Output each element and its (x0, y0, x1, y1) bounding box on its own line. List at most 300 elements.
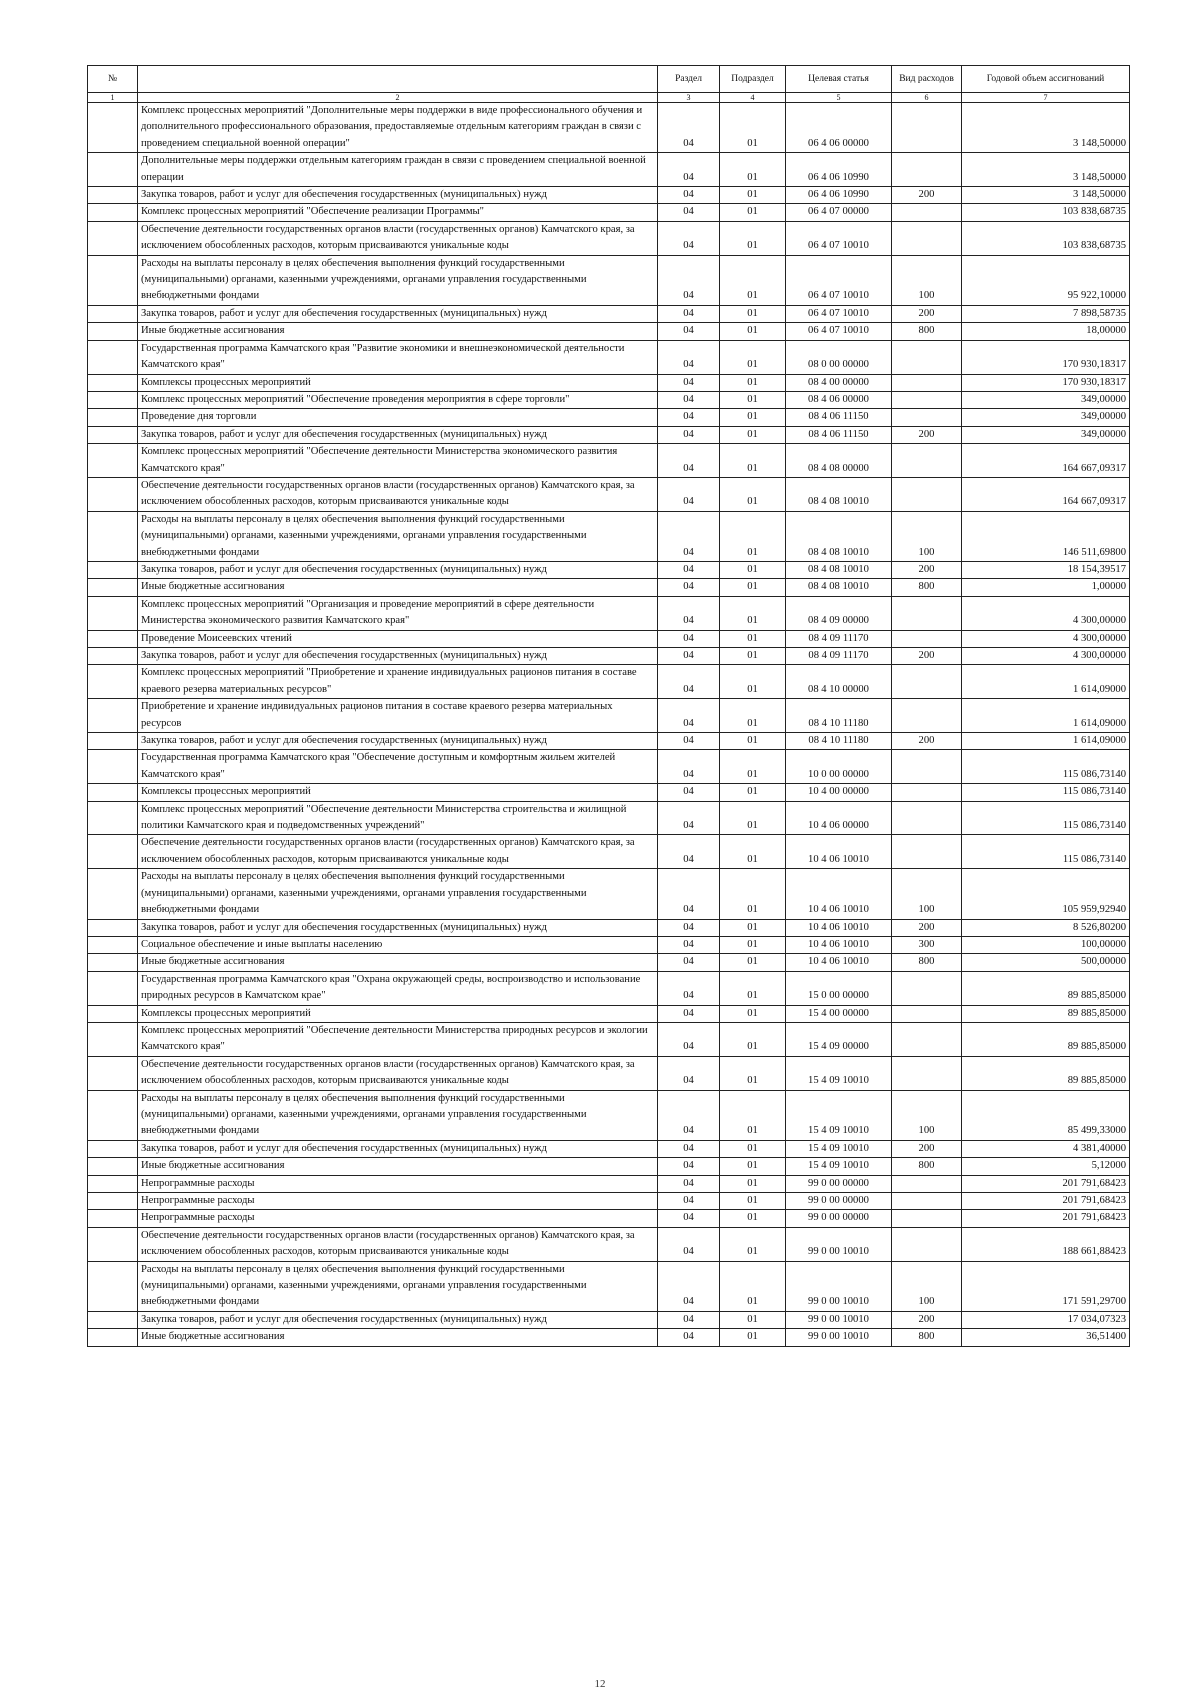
row-number-cell (88, 648, 138, 665)
row-podrazdel-cell: 01 (720, 426, 786, 443)
row-number-cell (88, 511, 138, 561)
row-podrazdel-cell: 01 (720, 733, 786, 750)
row-target-article-cell: 08 4 06 00000 (786, 391, 892, 408)
row-target-article-cell: 08 4 10 11180 (786, 733, 892, 750)
row-target-article-cell: 99 0 00 00000 (786, 1175, 892, 1192)
row-number-cell (88, 409, 138, 426)
row-expense-type-cell (892, 221, 962, 255)
row-target-article-cell: 10 4 06 10010 (786, 954, 892, 971)
row-amount-cell: 171 591,29700 (962, 1261, 1130, 1311)
row-podrazdel-cell: 01 (720, 579, 786, 596)
row-amount-cell: 115 086,73140 (962, 835, 1130, 869)
row-razdel-cell: 04 (658, 1311, 720, 1328)
row-name-cell: Обеспечение деятельности государственных органов власти (государственных органов) Камчатского края, за исключением обособленных расходов, которым присваиваются уникальные коды (138, 1056, 658, 1090)
row-podrazdel-cell: 01 (720, 784, 786, 801)
row-target-article-cell: 08 4 08 00000 (786, 444, 892, 478)
row-amount-cell: 4 381,40000 (962, 1140, 1130, 1157)
table-row (88, 1175, 1130, 1192)
row-podrazdel-cell: 01 (720, 305, 786, 322)
row-expense-type-cell: 200 (892, 648, 962, 665)
row-name-cell: Государственная программа Камчатского края "Развитие экономики и внешнеэкономической деятельности Камчатского края" (138, 340, 658, 374)
row-expense-type-cell: 200 (892, 305, 962, 322)
table-row (88, 1311, 1130, 1328)
column-number: 3 (658, 93, 720, 103)
row-target-article-cell: 15 0 00 00000 (786, 971, 892, 1005)
row-target-article-cell: 10 4 06 10010 (786, 936, 892, 953)
row-expense-type-cell (892, 1022, 962, 1056)
row-name-cell: Иные бюджетные ассигнования (138, 1329, 658, 1346)
row-number-cell (88, 323, 138, 340)
row-target-article-cell: 10 4 06 10010 (786, 835, 892, 869)
row-expense-type-cell: 800 (892, 1329, 962, 1346)
row-amount-cell: 349,00000 (962, 426, 1130, 443)
row-razdel-cell: 04 (658, 1261, 720, 1311)
row-target-article-cell: 08 4 08 10010 (786, 561, 892, 578)
column-number: 7 (962, 93, 1130, 103)
row-podrazdel-cell: 01 (720, 750, 786, 784)
row-expense-type-cell (892, 1175, 962, 1192)
row-expense-type-cell: 800 (892, 1158, 962, 1175)
row-expense-type-cell (892, 340, 962, 374)
row-razdel-cell: 04 (658, 374, 720, 391)
row-name-cell: Расходы на выплаты персоналу в целях обеспечения выполнения функций государственными (муниципальными) органами, казенными учреждениями, органами управления государственными внебюджетными фондами (138, 255, 658, 305)
row-name-cell: Приобретение и хранение индивидуальных рационов питания в составе краевого резерва материальных ресурсов (138, 699, 658, 733)
row-name-cell: Расходы на выплаты персоналу в целях обеспечения выполнения функций государственными (муниципальными) органами, казенными учреждениями, органами управления государственными внебюджетными фондами (138, 1090, 658, 1140)
row-name-cell: Комплекс процессных мероприятий "Дополнительные меры поддержки в виде профессионального обучения и дополнительного профессионального образования, предоставляемые отдельным категориям граждан в связи с проведением специальной военной операции" (138, 103, 658, 153)
row-amount-cell: 170 930,18317 (962, 374, 1130, 391)
row-name-cell: Закупка товаров, работ и услуг для обеспечения государственных (муниципальных) нужд (138, 187, 658, 204)
row-razdel-cell: 04 (658, 153, 720, 187)
row-name-cell: Государственная программа Камчатского края "Обеспечение доступным и комфортным жильем жителей Камчатского края" (138, 750, 658, 784)
row-expense-type-cell (892, 801, 962, 835)
row-name-cell: Закупка товаров, работ и услуг для обеспечения государственных (муниципальных) нужд (138, 919, 658, 936)
header-podrazdel: Подраздел (720, 66, 786, 93)
table-row (88, 323, 1130, 340)
row-amount-cell: 201 791,68423 (962, 1210, 1130, 1227)
row-podrazdel-cell: 01 (720, 699, 786, 733)
row-podrazdel-cell: 01 (720, 221, 786, 255)
row-name-cell: Социальное обеспечение и иные выплаты населению (138, 936, 658, 953)
row-expense-type-cell (892, 971, 962, 1005)
row-number-cell (88, 1158, 138, 1175)
row-razdel-cell: 04 (658, 187, 720, 204)
table-row (88, 444, 1130, 478)
table-row (88, 1329, 1130, 1346)
row-razdel-cell: 04 (658, 340, 720, 374)
row-target-article-cell: 99 0 00 10010 (786, 1329, 892, 1346)
row-name-cell: Обеспечение деятельности государственных органов власти (государственных органов) Камчатского края, за исключением обособленных расходов, которым присваиваются уникальные коды (138, 477, 658, 511)
row-amount-cell: 17 034,07323 (962, 1311, 1130, 1328)
row-amount-cell: 105 959,92940 (962, 869, 1130, 919)
row-podrazdel-cell: 01 (720, 511, 786, 561)
row-razdel-cell: 04 (658, 1022, 720, 1056)
table-row (88, 954, 1130, 971)
table-row (88, 204, 1130, 221)
row-target-article-cell: 08 0 00 00000 (786, 340, 892, 374)
row-expense-type-cell (892, 374, 962, 391)
row-amount-cell: 8 526,80200 (962, 919, 1130, 936)
row-amount-cell: 115 086,73140 (962, 801, 1130, 835)
row-podrazdel-cell: 01 (720, 648, 786, 665)
row-podrazdel-cell: 01 (720, 1090, 786, 1140)
row-number-cell (88, 1329, 138, 1346)
row-podrazdel-cell: 01 (720, 919, 786, 936)
row-target-article-cell: 99 0 00 10010 (786, 1311, 892, 1328)
row-razdel-cell: 04 (658, 919, 720, 936)
row-amount-cell: 3 148,50000 (962, 153, 1130, 187)
row-razdel-cell: 04 (658, 477, 720, 511)
row-razdel-cell: 04 (658, 835, 720, 869)
row-expense-type-cell: 200 (892, 426, 962, 443)
table-row (88, 374, 1130, 391)
row-amount-cell: 201 791,68423 (962, 1193, 1130, 1210)
row-target-article-cell: 08 4 08 10010 (786, 477, 892, 511)
row-amount-cell: 1,00000 (962, 579, 1130, 596)
row-amount-cell: 89 885,85000 (962, 1022, 1130, 1056)
row-podrazdel-cell: 01 (720, 1005, 786, 1022)
row-expense-type-cell: 100 (892, 1261, 962, 1311)
row-target-article-cell: 08 4 06 11150 (786, 409, 892, 426)
row-target-article-cell: 08 4 10 00000 (786, 665, 892, 699)
row-amount-cell: 1 614,09000 (962, 665, 1130, 699)
header-target-article: Целевая статья (786, 66, 892, 93)
row-podrazdel-cell: 01 (720, 954, 786, 971)
row-name-cell: Комплексы процессных мероприятий (138, 374, 658, 391)
row-razdel-cell: 04 (658, 801, 720, 835)
row-target-article-cell: 15 4 09 00000 (786, 1022, 892, 1056)
row-name-cell: Закупка товаров, работ и услуг для обеспечения государственных (муниципальных) нужд (138, 426, 658, 443)
row-name-cell: Комплексы процессных мероприятий (138, 784, 658, 801)
row-razdel-cell: 04 (658, 1329, 720, 1346)
row-razdel-cell: 04 (658, 511, 720, 561)
row-podrazdel-cell: 01 (720, 1311, 786, 1328)
row-expense-type-cell: 800 (892, 954, 962, 971)
row-expense-type-cell: 200 (892, 1311, 962, 1328)
row-target-article-cell: 08 4 06 11150 (786, 426, 892, 443)
table-row (88, 409, 1130, 426)
row-name-cell: Закупка товаров, работ и услуг для обеспечения государственных (муниципальных) нужд (138, 561, 658, 578)
row-podrazdel-cell: 01 (720, 630, 786, 647)
row-expense-type-cell: 800 (892, 579, 962, 596)
row-razdel-cell: 04 (658, 1090, 720, 1140)
row-amount-cell: 89 885,85000 (962, 1005, 1130, 1022)
table-row (88, 1261, 1130, 1311)
row-name-cell: Закупка товаров, работ и услуг для обеспечения государственных (муниципальных) нужд (138, 1140, 658, 1157)
header-razdel: Раздел (658, 66, 720, 93)
row-amount-cell: 3 148,50000 (962, 187, 1130, 204)
row-number-cell (88, 919, 138, 936)
row-number-cell (88, 444, 138, 478)
row-expense-type-cell (892, 1193, 962, 1210)
row-amount-cell: 4 300,00000 (962, 630, 1130, 647)
row-name-cell: Дополнительные меры поддержки отдельным категориям граждан в связи с проведением специальной военной операции (138, 153, 658, 187)
row-target-article-cell: 99 0 00 10010 (786, 1261, 892, 1311)
row-number-cell (88, 630, 138, 647)
row-expense-type-cell (892, 699, 962, 733)
row-amount-cell: 1 614,09000 (962, 733, 1130, 750)
row-target-article-cell: 10 4 00 00000 (786, 784, 892, 801)
row-razdel-cell: 04 (658, 1056, 720, 1090)
row-number-cell (88, 835, 138, 869)
table-row (88, 579, 1130, 596)
row-razdel-cell: 04 (658, 391, 720, 408)
row-razdel-cell: 04 (658, 444, 720, 478)
table-row (88, 750, 1130, 784)
row-name-cell: Непрограммные расходы (138, 1193, 658, 1210)
table-row (88, 596, 1130, 630)
table-row (88, 1210, 1130, 1227)
row-podrazdel-cell: 01 (720, 444, 786, 478)
row-expense-type-cell: 100 (892, 869, 962, 919)
row-number-cell (88, 596, 138, 630)
table-row (88, 153, 1130, 187)
row-expense-type-cell (892, 204, 962, 221)
table-row (88, 784, 1130, 801)
column-number: 6 (892, 93, 962, 103)
table-row (88, 665, 1130, 699)
row-number-cell (88, 1005, 138, 1022)
table-row (88, 1005, 1130, 1022)
row-target-article-cell: 08 4 09 00000 (786, 596, 892, 630)
row-name-cell: Закупка товаров, работ и услуг для обеспечения государственных (муниципальных) нужд (138, 648, 658, 665)
table-row (88, 477, 1130, 511)
row-podrazdel-cell: 01 (720, 1227, 786, 1261)
table-row (88, 1022, 1130, 1056)
row-podrazdel-cell: 01 (720, 255, 786, 305)
row-amount-cell: 349,00000 (962, 391, 1130, 408)
row-expense-type-cell (892, 835, 962, 869)
row-expense-type-cell (892, 1056, 962, 1090)
row-target-article-cell: 08 4 00 00000 (786, 374, 892, 391)
row-expense-type-cell: 100 (892, 255, 962, 305)
row-amount-cell: 89 885,85000 (962, 971, 1130, 1005)
row-name-cell: Расходы на выплаты персоналу в целях обеспечения выполнения функций государственными (муниципальными) органами, казенными учреждениями, органами управления государственными внебюджетными фондами (138, 1261, 658, 1311)
row-amount-cell: 89 885,85000 (962, 1056, 1130, 1090)
row-expense-type-cell (892, 665, 962, 699)
row-razdel-cell: 04 (658, 323, 720, 340)
row-podrazdel-cell: 01 (720, 391, 786, 408)
row-number-cell (88, 391, 138, 408)
row-amount-cell: 349,00000 (962, 409, 1130, 426)
row-expense-type-cell (892, 391, 962, 408)
row-podrazdel-cell: 01 (720, 1056, 786, 1090)
row-expense-type-cell (892, 1210, 962, 1227)
row-amount-cell: 3 148,50000 (962, 103, 1130, 153)
row-expense-type-cell: 100 (892, 511, 962, 561)
row-razdel-cell: 04 (658, 255, 720, 305)
row-amount-cell: 36,51400 (962, 1329, 1130, 1346)
row-razdel-cell: 04 (658, 784, 720, 801)
column-number-row (88, 93, 1130, 103)
row-name-cell: Иные бюджетные ассигнования (138, 323, 658, 340)
row-number-cell (88, 579, 138, 596)
row-expense-type-cell: 800 (892, 323, 962, 340)
row-name-cell: Комплекс процессных мероприятий "Обеспечение деятельности Министерства природных ресурсов и экологии Камчатского края" (138, 1022, 658, 1056)
row-expense-type-cell (892, 153, 962, 187)
row-target-article-cell: 99 0 00 00000 (786, 1193, 892, 1210)
column-number: 4 (720, 93, 786, 103)
row-razdel-cell: 04 (658, 1140, 720, 1157)
row-expense-type-cell: 100 (892, 1090, 962, 1140)
row-name-cell: Комплекс процессных мероприятий "Обеспечение деятельности Министерства строительства и жилищной политики Камчатского края и подведомственных учреждений" (138, 801, 658, 835)
row-expense-type-cell (892, 1005, 962, 1022)
row-razdel-cell: 04 (658, 1005, 720, 1022)
row-amount-cell: 103 838,68735 (962, 204, 1130, 221)
table-row (88, 1090, 1130, 1140)
table-row (88, 630, 1130, 647)
table-row (88, 561, 1130, 578)
row-name-cell: Расходы на выплаты персоналу в целях обеспечения выполнения функций государственными (муниципальными) органами, казенными учреждениями, органами управления государственными внебюджетными фондами (138, 869, 658, 919)
row-number-cell (88, 1090, 138, 1140)
row-amount-cell: 100,00000 (962, 936, 1130, 953)
row-target-article-cell: 15 4 09 10010 (786, 1158, 892, 1175)
row-target-article-cell: 06 4 07 00000 (786, 204, 892, 221)
table-row (88, 919, 1130, 936)
row-number-cell (88, 187, 138, 204)
row-number-cell (88, 801, 138, 835)
table-row (88, 648, 1130, 665)
row-podrazdel-cell: 01 (720, 1210, 786, 1227)
row-razdel-cell: 04 (658, 665, 720, 699)
row-name-cell: Закупка товаров, работ и услуг для обеспечения государственных (муниципальных) нужд (138, 305, 658, 322)
header-name (138, 66, 658, 93)
table-row (88, 699, 1130, 733)
table-row (88, 936, 1130, 953)
row-podrazdel-cell: 01 (720, 869, 786, 919)
row-target-article-cell: 99 0 00 10010 (786, 1227, 892, 1261)
row-razdel-cell: 04 (658, 1193, 720, 1210)
row-number-cell (88, 954, 138, 971)
budget-table (87, 65, 1130, 1347)
row-name-cell: Непрограммные расходы (138, 1175, 658, 1192)
table-row (88, 733, 1130, 750)
row-name-cell: Закупка товаров, работ и услуг для обеспечения государственных (муниципальных) нужд (138, 733, 658, 750)
row-expense-type-cell (892, 784, 962, 801)
table-row (88, 1227, 1130, 1261)
row-name-cell: Иные бюджетные ассигнования (138, 579, 658, 596)
row-razdel-cell: 04 (658, 426, 720, 443)
row-expense-type-cell: 200 (892, 187, 962, 204)
row-target-article-cell: 15 4 09 10010 (786, 1056, 892, 1090)
table-row (88, 103, 1130, 153)
table-row (88, 835, 1130, 869)
row-podrazdel-cell: 01 (720, 1193, 786, 1210)
row-number-cell (88, 477, 138, 511)
row-podrazdel-cell: 01 (720, 936, 786, 953)
row-number-cell (88, 784, 138, 801)
row-amount-cell: 4 300,00000 (962, 648, 1130, 665)
row-name-cell: Обеспечение деятельности государственных органов власти (государственных органов) Камчатского края, за исключением обособленных расходов, которым присваиваются уникальные коды (138, 835, 658, 869)
row-expense-type-cell: 200 (892, 733, 962, 750)
row-number-cell (88, 305, 138, 322)
row-podrazdel-cell: 01 (720, 1175, 786, 1192)
row-razdel-cell: 04 (658, 305, 720, 322)
row-expense-type-cell: 200 (892, 561, 962, 578)
row-number-cell (88, 1140, 138, 1157)
table-row (88, 511, 1130, 561)
row-razdel-cell: 04 (658, 1227, 720, 1261)
row-target-article-cell: 08 4 09 11170 (786, 630, 892, 647)
row-razdel-cell: 04 (658, 1210, 720, 1227)
row-razdel-cell: 04 (658, 750, 720, 784)
row-number-cell (88, 665, 138, 699)
row-name-cell: Непрограммные расходы (138, 1210, 658, 1227)
row-number-cell (88, 204, 138, 221)
row-target-article-cell: 10 4 06 00000 (786, 801, 892, 835)
row-razdel-cell: 04 (658, 733, 720, 750)
row-number-cell (88, 971, 138, 1005)
header-expense-type: Вид расходов (892, 66, 962, 93)
row-number-cell (88, 869, 138, 919)
row-podrazdel-cell: 01 (720, 409, 786, 426)
row-number-cell (88, 426, 138, 443)
row-number-cell (88, 221, 138, 255)
row-podrazdel-cell: 01 (720, 340, 786, 374)
row-name-cell: Комплекс процессных мероприятий "Обеспечение реализации Программы" (138, 204, 658, 221)
row-number-cell (88, 1227, 138, 1261)
row-podrazdel-cell: 01 (720, 971, 786, 1005)
row-name-cell: Проведение Моисеевских чтений (138, 630, 658, 647)
row-podrazdel-cell: 01 (720, 835, 786, 869)
row-number-cell (88, 153, 138, 187)
row-razdel-cell: 04 (658, 699, 720, 733)
table-row (88, 1193, 1130, 1210)
table-row (88, 255, 1130, 305)
table-row (88, 1158, 1130, 1175)
row-target-article-cell: 06 4 06 00000 (786, 103, 892, 153)
row-razdel-cell: 04 (658, 971, 720, 1005)
row-number-cell (88, 340, 138, 374)
table-row (88, 426, 1130, 443)
row-amount-cell: 500,00000 (962, 954, 1130, 971)
row-number-cell (88, 1193, 138, 1210)
table-row (88, 971, 1130, 1005)
row-name-cell: Проведение дня торговли (138, 409, 658, 426)
row-expense-type-cell (892, 630, 962, 647)
row-name-cell: Обеспечение деятельности государственных органов власти (государственных органов) Камчатского края, за исключением обособленных расходов, которым присваиваются уникальные коды (138, 1227, 658, 1261)
row-podrazdel-cell: 01 (720, 323, 786, 340)
row-number-cell (88, 561, 138, 578)
row-target-article-cell: 08 4 08 10010 (786, 579, 892, 596)
row-target-article-cell: 06 4 07 10010 (786, 305, 892, 322)
row-number-cell (88, 750, 138, 784)
row-target-article-cell: 06 4 07 10010 (786, 323, 892, 340)
row-podrazdel-cell: 01 (720, 596, 786, 630)
row-razdel-cell: 04 (658, 561, 720, 578)
row-target-article-cell: 06 4 06 10990 (786, 153, 892, 187)
row-target-article-cell: 10 4 06 10010 (786, 919, 892, 936)
row-podrazdel-cell: 01 (720, 665, 786, 699)
row-razdel-cell: 04 (658, 409, 720, 426)
row-razdel-cell: 04 (658, 221, 720, 255)
row-target-article-cell: 06 4 07 10010 (786, 221, 892, 255)
row-number-cell (88, 1210, 138, 1227)
table-row (88, 187, 1130, 204)
row-number-cell (88, 1261, 138, 1311)
row-podrazdel-cell: 01 (720, 561, 786, 578)
row-name-cell: Расходы на выплаты персоналу в целях обеспечения выполнения функций государственными (муниципальными) органами, казенными учреждениями, органами управления государственными внебюджетными фондами (138, 511, 658, 561)
row-podrazdel-cell: 01 (720, 1140, 786, 1157)
row-podrazdel-cell: 01 (720, 1022, 786, 1056)
row-amount-cell: 1 614,09000 (962, 699, 1130, 733)
row-podrazdel-cell: 01 (720, 103, 786, 153)
row-expense-type-cell: 200 (892, 919, 962, 936)
row-number-cell (88, 374, 138, 391)
row-expense-type-cell: 200 (892, 1140, 962, 1157)
row-name-cell: Государственная программа Камчатского края "Охрана окружающей среды, воспроизводство и использование природных ресурсов в Камчатском крае" (138, 971, 658, 1005)
row-target-article-cell: 06 4 07 10010 (786, 255, 892, 305)
row-target-article-cell: 99 0 00 00000 (786, 1210, 892, 1227)
